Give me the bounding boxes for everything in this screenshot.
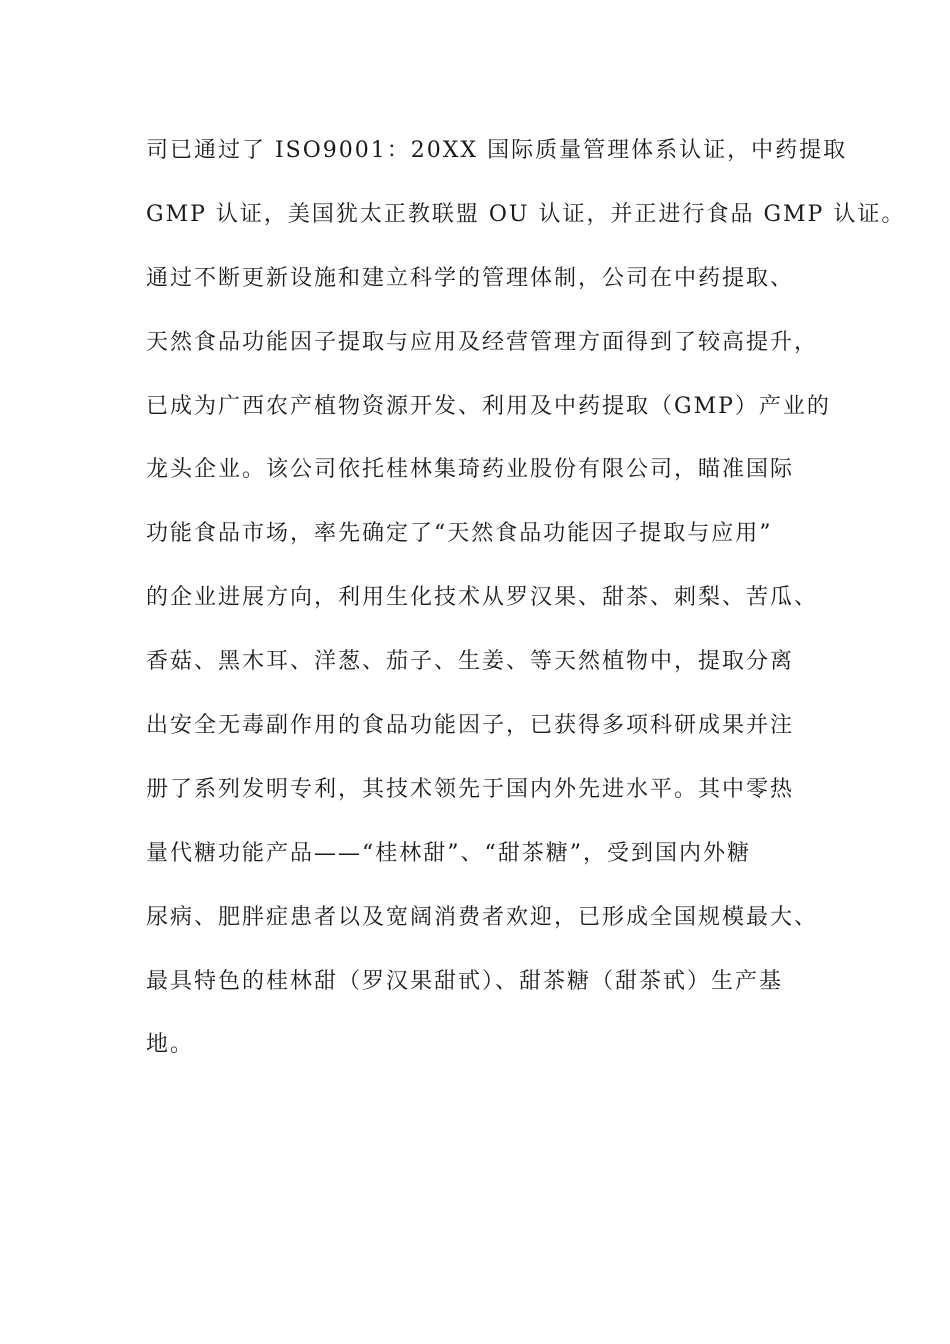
text-line: 最具特色的桂林甜（罗汉果甜甙）、甜茶糖（甜茶甙）生产基 (146, 968, 784, 994)
text-line: 册了系列发明专利，其技术领先于国内外先进水平。其中零热 (146, 776, 795, 802)
text-line: 天然食品功能因子提取与应用及经营管理方面得到了较高提升， (146, 329, 819, 355)
text-line: 功能食品市场，率先确定了“天然食品功能因子提取与应用” (146, 521, 773, 547)
text-line: 量代糖功能产品——“桂林甜”、“甜茶糖”，受到国内外糖 (146, 840, 751, 866)
text-line: 尿病、肥胖症患者以及宽阔消费者欢迎，已形成全国规模最大、 (146, 904, 819, 930)
text-line: 司已通过了 ISO9001：20XX 国际质量管理体系认证，中药提取 (146, 138, 848, 163)
body-paragraph (146, 129, 906, 1087)
text-line: 地。 (146, 1032, 195, 1058)
text-line: 已成为广西农产植物资源开发、利用及中药提取（GMP）产业的 (146, 393, 831, 419)
text-line: 龙头企业。该公司依托桂林集琦药业股份有限公司，瞄准国际 (146, 457, 795, 483)
text-line: 出安全无毒副作用的食品功能因子，已获得多项科研成果并注 (146, 713, 795, 739)
text-line: 通过不断更新设施和建立科学的管理体制，公司在中药提取、 (146, 265, 795, 291)
text-line: 的企业进展方向，利用生化技术从罗汉果、甜茶、刺梨、苦瓜、 (146, 585, 819, 611)
text-line: GMP 认证，美国犹太正教联盟 OU 认证，并正进行食品 GMP 认证。 (146, 201, 906, 227)
text-line: 香菇、黑木耳、洋葱、茄子、生姜、等天然植物中，提取分离 (146, 649, 795, 675)
